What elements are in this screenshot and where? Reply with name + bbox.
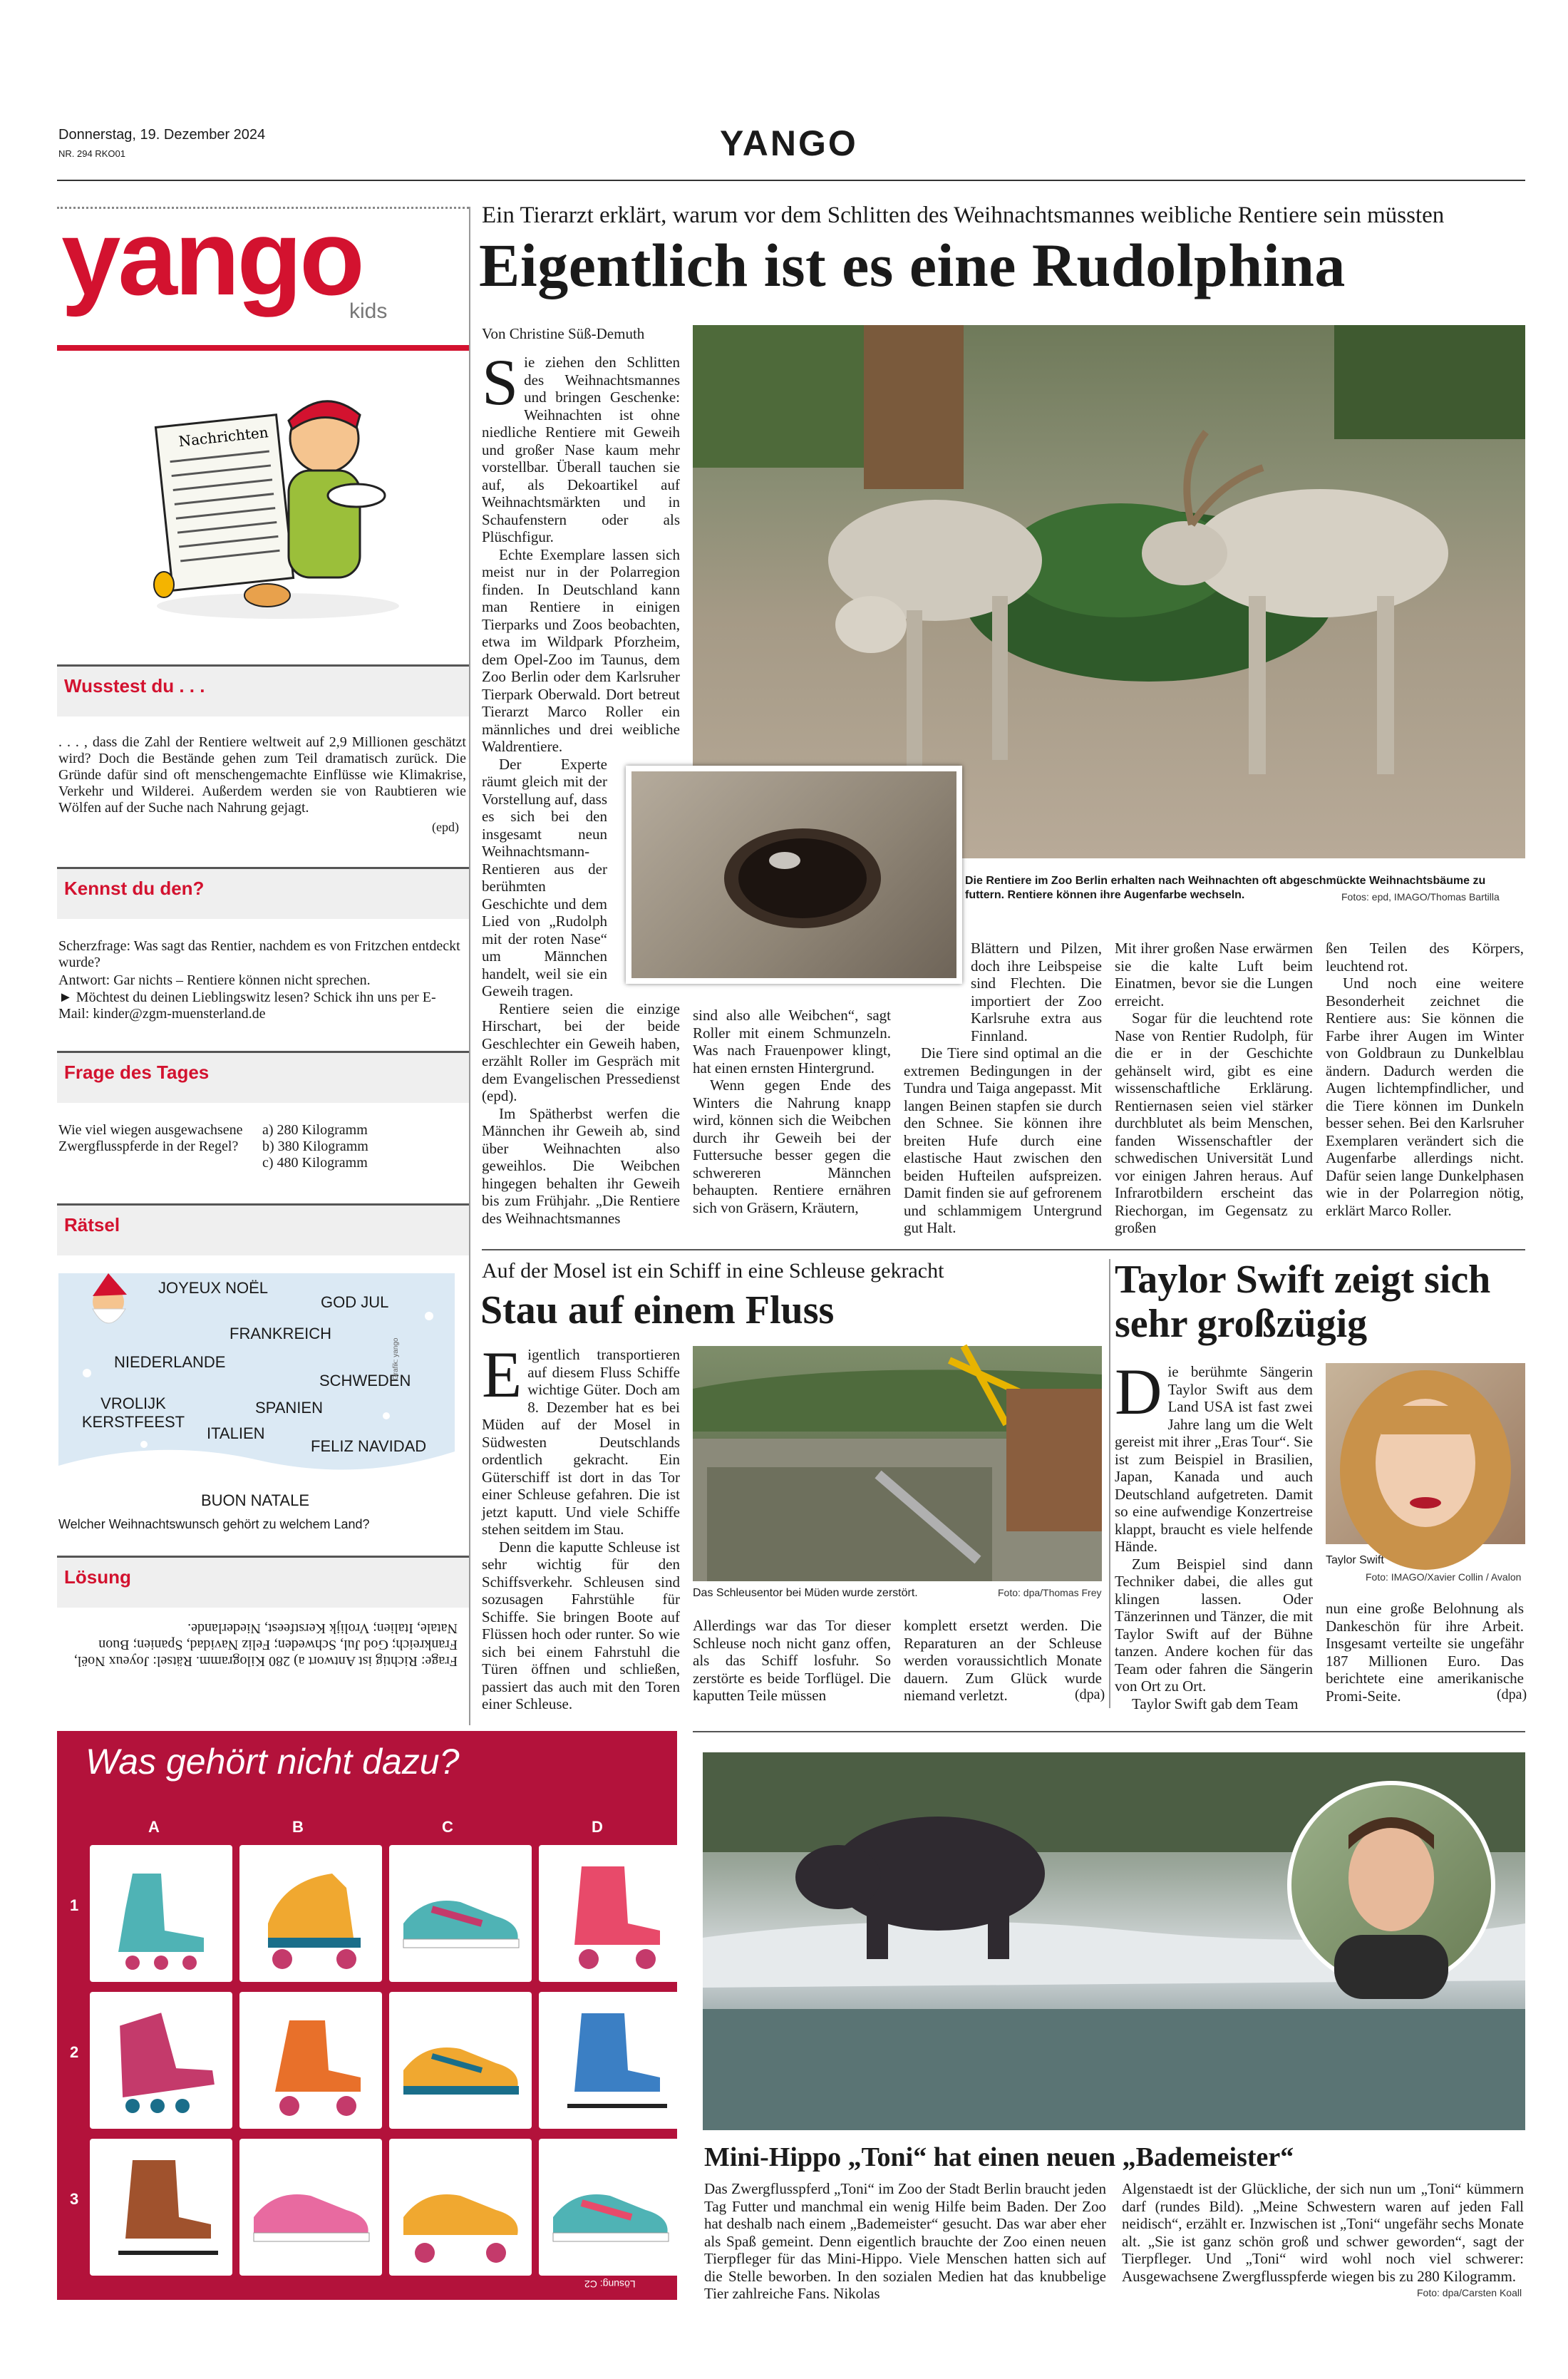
ice-skate-icon	[539, 1992, 681, 2129]
sneaker-icon	[389, 1845, 532, 1982]
article1-col4	[1115, 940, 1313, 1239]
header-date: Donnerstag, 19. Dezember 2024	[58, 127, 266, 143]
keeper-round-photo	[1287, 1781, 1495, 1989]
article3-p1: ie berühmte Sängerin Taylor Swift aus dem Land USA ist fast zwei Jahre lang um die Welt gereist mit ihrer „Eras Tour“. Sie ist zum Beispiel in Brasilien, Japan, Kanada und auch Deutschland aufgetreten. Damit so eine aufwendige Konzertreise klappt, braucht es viele helfende Hände.	[1115, 1363, 1313, 1555]
article3-p2: Zum Beispiel sind dann Techniker dabei, die alles gut klingen lassen. Oder Tänzerinnen und Tänzer, die mit Taylor Swift auf der Bühne tanzen. Andere kochen für das Team oder fahren die Sängerin von Ort zu Ort.	[1115, 1555, 1313, 1695]
puzzle-row-3: 3	[70, 2190, 79, 2208]
article1-p4: Rentiere seien die einzige Hirschart, bei der beide Geschlechter ein Geweih haben, erzählt Roller im Gespräch mit dem Evangelischen Pressedienst (epd).	[482, 1000, 680, 1104]
article4-c2: Algenstaedt ist der Glückliche, der sich nun um „Toni“ kümmern darf (rundes Bild). „Meine Schwestern waren auf jeden Fall neidisch“, erzählt er. Inzwischen ist „Toni“ ungefähr sechs Monate alt. „Sie ist ganz schön groß und schwer geworden“, sagt der Tierpfleger. Und „Toni“ wird wohl noch viel schwerer: Ausgewachsene Zwergflusspferde wiegen bis zu 280 Kilogramm.	[1122, 2180, 1524, 2285]
hippo-photo	[703, 1752, 1525, 2130]
frage-answer-c: c) 480 Kilogramm	[262, 1155, 368, 1171]
puzzle-solution: Lösung: C2	[584, 2278, 636, 2290]
article2-kicker: Auf der Mosel ist ein Schiff in eine Schleuse gekracht	[482, 1259, 944, 1283]
article2-col3	[904, 1617, 1102, 1710]
puzzle-title: Was gehört nicht dazu?	[86, 1742, 460, 1782]
puzzle-col-c: C	[442, 1818, 453, 1836]
article1-bottom-rule	[482, 1249, 1525, 1250]
article1-p1: ie ziehen den Schlitten des Weihnachtsmannes und bringen Geschenke: Weihnachten ist ohne niedliche Rentiere mit Geweih und großer Nase kaum mehr vorstellbar. Überall tauchen sie auf, als Dekoartikel auf Weihnachtsmärkten und in Schaufenstern oder als Plüschfigur.	[482, 354, 680, 545]
article2-credit: Foto: dpa/Thomas Frey	[998, 1587, 1102, 1598]
article1-p2: Echte Exemplare lassen sich meist nur in der Polarregion finden. In Deutschland kann man Rentiere in einigen Tierparks und Zoos beobachten, etwa im Wildpark Pforzheim, dem Opel-Zoo im Taunus, dem Zoo Berlin oder dem Karlsruher Tierpark Oberwald. Dort betreut Tierarzt Marco Roller ein männliches und drei weibliche Waldrentiere.	[482, 545, 680, 755]
sidebar-divider	[469, 207, 470, 1725]
article3-source: (dpa)	[1497, 1687, 1527, 1702]
country-spanien: SPANIEN	[255, 1399, 323, 1417]
article1-p5: Im Spätherbst werfen die Männchen ihr Geweih ab, sind über Weihnachten also geweihlos. Die Weibchen hingegen behalten ihr Geweih bis zum Frühjahr. „Die Rentiere des Weihnachtsmannes	[482, 1104, 680, 1227]
frage-box	[57, 1051, 469, 1103]
logo-word: yango	[61, 197, 362, 317]
bottom-section-rule	[693, 1731, 1525, 1732]
article1-c2b: Wenn gegen Ende des Winters die Nahrung knapp wird, können sich die Weibchen durch ihr Geweih bei der Futtersuche besser gegen die schwereren Männchen behaupten. Rentiere ernähren sich von Gräsern, Kräutern,	[693, 1077, 891, 1216]
illustration-bread	[244, 584, 290, 607]
frage-answer-b: b) 380 Kilogramm	[262, 1139, 368, 1154]
taylor-swift-photo	[1326, 1363, 1525, 1544]
article4-c1: Das Zwergflusspferd „Toni“ im Zoo der Stadt Berlin braucht jeden Tag Futter und manchmal ein wenig Hilfe beim Baden. Der Zoo hat deshalb nach einem „Bademeister“ gesucht. Das war aber eher als Spaß gemeint. Denn eigentlich brauchte der Zoo einen neuen Tierpfleger für das Mini-Hippo. Viele Menschen hatten sich auf die Stelle beworben. In den sozialen Medien hat das knubbelige Tier zahlreiche Fans. Nikolas	[704, 2180, 1106, 2302]
roller-skate-icon	[539, 1845, 681, 1982]
greeting-god-jul: GOD JUL	[321, 1293, 389, 1311]
taylor-swift-photo-art	[1326, 1363, 1525, 1544]
article2-headline: Stau auf einem Fluss	[480, 1288, 835, 1332]
article1-c3: Blättern und Pilzen, doch ihre Leibspeise sind Flechten. Die importiert der Zoo Karlsruhe extra aus Finnland.	[971, 940, 1102, 1044]
article1-credit: Fotos: epd, IMAGO/Thomas Bartilla	[1341, 891, 1500, 903]
article2-col1	[482, 1338, 680, 1712]
loesung-box	[57, 1556, 469, 1608]
loesung-title: Lösung	[64, 1566, 131, 1588]
wusstest-source: (epd)	[432, 820, 459, 834]
raetsel-vertical-credit: Grafik: yango	[392, 1337, 400, 1380]
wusstest-title: Wusstest du . . .	[64, 675, 205, 697]
puzzle-col-a: A	[148, 1818, 160, 1836]
article2-c2: Allerdings war das Tor dieser Schleuse noch nicht ganz offen, als das Schiff losfuhr. So zerstörte es beide Torflügel. Die kaputten Teile müssen	[693, 1617, 891, 1704]
article4-col2	[1122, 2180, 1524, 2287]
raetsel-box	[57, 1203, 469, 1255]
puzzle-cell-d1[interactable]	[539, 1845, 681, 1982]
keeper-photo-art	[1291, 1785, 1491, 1985]
article1-headline: Eigentlich ist es eine Rudolphina	[479, 231, 1346, 299]
article1-c3b: Die Tiere sind optimal an die extremen Bedingungen in der Tundra und Taiga angepasst. Mit langen Beinen stapfen sie durch den Schnee. Sie können ihre breiten Hufe durch eine elastische Haut zwischen den beiden Hufteilen aufspreizen. Damit finden sie auf gefrorenem und schlammigem Untergrund gut Halt.	[904, 1044, 1102, 1236]
santa-hat	[93, 1273, 127, 1296]
greeting-vrolijk-kerstfeest: VROLIJK KERSTFEEST	[81, 1394, 185, 1431]
puzzle-cell-a2[interactable]	[90, 1992, 232, 2129]
article1-col5	[1326, 940, 1524, 1239]
article1-c4b: Sogar für die leuchtend rote Nase von Rentier Rudolph, für die er in der Geschichte gehänselt wird, gibt es eine wissenschaftliche Erklärung. Rentiernasen seien viel stärker durchblutet als beim Menschen, fanden Wissenschaftler der schwedischen Universität Lund vor einigen Jahren heraus. Auf Infrarotbildern erscheint das Riechorgan, im Gegensatz zu großen	[1115, 1009, 1313, 1236]
article1-byline: Von Christine Süß-Demuth	[482, 325, 645, 342]
roller-skate-icon	[239, 1992, 382, 2129]
kennst-title: Kennst du den?	[64, 878, 205, 899]
country-schweden: SCHWEDEN	[319, 1372, 411, 1389]
article2-c3: komplett ersetzt werden. Die Reparaturen an der Schleuse werden voraussichtlich Monate dauern. Zum Glück wurde niemand verletzt.	[904, 1617, 1102, 1704]
schleuse-photo	[693, 1346, 1102, 1581]
inline-skate-icon	[90, 1845, 232, 1982]
kennst-line3: ► Möchtest du deinen Lieblingswitz lesen? Schick ihn uns per E-Mail: kinder@zgm-muensterland.de	[58, 990, 436, 1022]
article1-c4: Mit ihrer großen Nase erwärmen sie die kalte Luft beim Einatmen, bevor sie die Lungen erreicht.	[1115, 940, 1313, 1009]
article3-c2: nun eine große Belohnung als Dankeschön für ihre Arbeit. Insgesamt verteilte sie ungefähr 187 Millionen Euro. Das berichtete eine amerikanische Promi-Seite.	[1326, 1600, 1524, 1705]
article1-c2: sind also alle Weibchen“, sagt Roller mit einem Schmunzeln. Was nach Frauenpower klingt, hat einen ernsten Hintergrund.	[693, 1007, 891, 1077]
header-section: YANGO	[720, 123, 858, 163]
kennst-box	[57, 867, 469, 919]
puzzle-cell-a1[interactable]	[90, 1845, 232, 1982]
article3-col1	[1115, 1355, 1313, 1712]
article2-col2	[693, 1617, 891, 1710]
article3-headline: Taylor Swift zeigt sich sehr großzügig	[1115, 1258, 1491, 1346]
illustration-bowl	[328, 484, 385, 507]
loesung-text: Frage: Richtig ist Antwort a) 280 Kilogramm. Rätsel: Joyeux Noël, Frankreich; God Jul, Schweden; Feliz Navidad, Spanien; Buon Natale, Italien; Vrolijk Kerstfeest, Niederlande.	[73, 1620, 458, 1669]
puzzle-cell-c3[interactable]	[389, 2139, 532, 2276]
article1-dropcap: S	[482, 346, 519, 418]
logo-sub: kids	[349, 299, 388, 323]
article2-dropcap: E	[482, 1338, 522, 1411]
article2-p2: Denn die kaputte Schleuse ist sehr wichtig für den Schiffsverkehr. Schleusen sind sozusagen Fahrstühle für Schiffe. Sie bringen Boote auf Flüssen hoch oder runter. So wie sich bei einem Fahrstuhl die Türen öffnen und schließen, passiert das auch mit den Toren einer Schleuse.	[482, 1538, 680, 1712]
article2-source: (dpa)	[1075, 1687, 1105, 1702]
puzzle-cell-b3[interactable]	[239, 2139, 382, 2276]
illustration-newspaper-label: Nachrichten	[177, 423, 269, 451]
taylor-photo-label: Taylor Swift	[1326, 1554, 1384, 1566]
article3-credit: Foto: IMAGO/Xavier Collin / Avalon	[1366, 1571, 1522, 1583]
sneaker-icon	[389, 1992, 532, 2129]
puzzle-cell-d2[interactable]	[539, 1992, 681, 2129]
article1-c5b: Und noch eine weitere Besonderheit zeichnet die Rentiere aus: Sie können die Farbe ihrer Augen im Winter von Goldbraun zu Dunkelblau ändern. Dadurch werden die Augen lichtempfindlicher, und die Tiere können im Dunkeln besser sehen. Bei den Karlsruher Exemplaren verändert sich die Augenfarbe allerdings nicht. Dafür seien lange Dunkelphasen wie in der Polarregion nötig, erklärt Marco Roller.	[1326, 975, 1524, 1219]
greeting-feliz-navidad: FELIZ NAVIDAD	[311, 1437, 427, 1455]
country-frankreich: FRANKREICH	[229, 1325, 332, 1342]
article3-p3: Taylor Swift gab dem Team	[1132, 1695, 1299, 1712]
article1-col3	[904, 940, 1102, 1239]
raetsel-graphic	[58, 1273, 455, 1511]
article1-kicker: Ein Tierarzt erklärt, warum vor dem Schlitten des Weihnachtsmannes weibliche Rentiere sein müssten	[482, 202, 1445, 228]
article1-caption: Die Rentiere im Zoo Berlin erhalten nach Weihnachten oft abgeschmückte Weihnachtsbäume zu futtern. Rentiere können ihre Augenfarbe wechseln.	[965, 875, 1486, 901]
country-niederlande: NIEDERLANDE	[114, 1353, 226, 1371]
article4-headline: Mini-Hippo „Toni“ hat einen neuen „Bademeister“	[704, 2142, 1294, 2172]
country-italien: ITALIEN	[207, 1424, 265, 1442]
article2-p1: igentlich transportieren auf diesem Fluss Schiffe wichtige Güter. Doch am 8. Dezember hat es bei Müden auf der Mosel in Südwesten Deutschlands ordentlich gekracht. Ein Güterschiff ist dort in das Tor einer Schleuse gefahren. Die ist jetzt kaputt. Und viele Schiffe stehen seitdem im Stau.	[482, 1346, 680, 1538]
santa-beard	[93, 1309, 125, 1323]
roller-skate-icon	[239, 1845, 382, 1982]
reindeer-right	[1192, 489, 1448, 617]
kennst-line2: Antwort: Gar nichts – Rentiere können nicht sprechen.	[58, 972, 371, 988]
puzzle-col-d: D	[592, 1818, 603, 1836]
logo-underline	[57, 345, 469, 351]
newspaper-reader-illustration	[143, 371, 413, 627]
kennst-line1: Scherzfrage: Was sagt das Rentier, nachdem es von Fritzchen entdeckt wurde?	[58, 938, 460, 970]
puzzle-cell-c2[interactable]	[389, 1992, 532, 2129]
puzzle-cell-b1[interactable]	[239, 1845, 382, 1982]
puzzle-row-2: 2	[70, 2043, 79, 2061]
article3-dropcap: D	[1115, 1355, 1162, 1428]
article2-caption: Das Schleusentor bei Müden wurde zerstört.	[693, 1587, 918, 1599]
schleuse-photo-art	[693, 1346, 1102, 1581]
header-issue: NR. 294 RKO01	[58, 148, 125, 159]
header-rule	[57, 180, 1525, 181]
article1-p3: Der Experte räumt gleich mit der Vorstellung auf, dass es sich bei den insgesamt neun Weihnachtsmann-Rentieren aus der berühmten Geschichte und dem Lied von „Rudolph mit der roten Nase“ um Männchen handelt, weil sie ein Geweih tragen.	[482, 755, 607, 1000]
raetsel-question: Welcher Weihnachtswunsch gehört zu welchem Land?	[58, 1517, 370, 1531]
article4-credit: Foto: dpa/Carsten Koall	[1417, 2287, 1522, 2298]
frage-title: Frage des Tages	[64, 1062, 210, 1083]
greeting-joyeux-noel: JOYEUX NOËL	[158, 1279, 269, 1297]
article2-divider	[1109, 1259, 1110, 1708]
article1-col2	[693, 1007, 891, 1235]
puzzle-cell-b2[interactable]	[239, 1992, 382, 2129]
article1-c5: ßen Teilen des Körpers, leuchtend rot.	[1326, 940, 1524, 975]
puzzle-cell-c1[interactable]	[389, 1845, 532, 1982]
ice-skate-icon	[90, 2139, 232, 2276]
greeting-buon-natale: BUON NATALE	[201, 1491, 309, 1509]
frage-answer-a: a) 280 Kilogramm	[262, 1122, 368, 1138]
raetsel-title: Rätsel	[64, 1214, 120, 1235]
illustration-egg	[154, 572, 174, 597]
frage-question: Wie viel wiegen ausgewachsene Zwergflusspferde in der Regel?	[58, 1122, 243, 1154]
inline-skate-icon	[90, 1992, 232, 2129]
snow-hill	[58, 1273, 455, 1511]
roller-skate-icon	[389, 2139, 532, 2276]
wusstest-text: . . . , dass die Zahl der Rentiere weltweit auf 2,9 Millionen geschätzt wird? Doch die Bestände gehen zum Teil dramatisch zurück. Die Gründe dafür sind oft menschengemachte Einflüsse wie Klimakrise, Verkehr und Wilderei. Außerdem werden sie von Raubtieren wie Wölfen auf der Suche nach Nahrung gejagt.	[58, 734, 466, 816]
sneaker-icon	[539, 2139, 681, 2276]
puzzle-cell-d3[interactable]	[539, 2139, 681, 2276]
sneaker-icon	[239, 2139, 382, 2276]
puzzle-cell-a3[interactable]	[90, 2139, 232, 2276]
article4-col1	[704, 2180, 1106, 2301]
puzzle-col-b: B	[292, 1818, 304, 1836]
wusstest-box	[57, 664, 469, 716]
puzzle-row-1: 1	[70, 1896, 79, 1914]
